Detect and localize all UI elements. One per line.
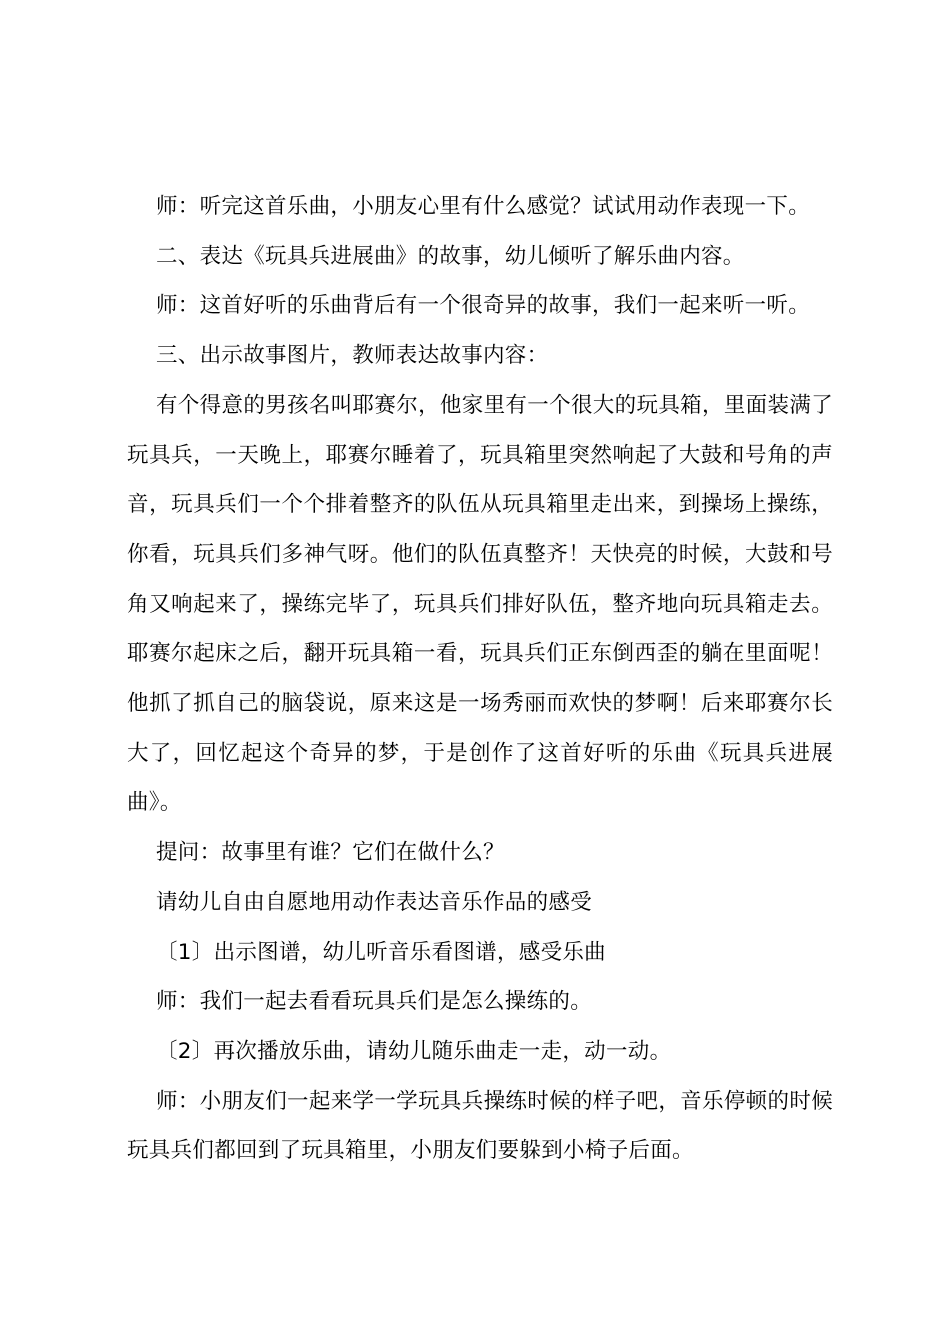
paragraph-story-content: 有个得意的男孩名叫耶赛尔，他家里有一个很大的玩具箱，里面装满了玩具兵，一天晚上，耶赛尔睡着了，玩具箱里突然响起了大鼓和号角的声音，玩具兵们一个个排着整齐的队伍从玩具箱里走出来，到操场上操练，你看，玩具兵们多神气呀。他们的队伍真整齐！天快亮的时候，大鼓和号角又响起来了，操练完毕了，玩具兵们排好队伍，整齐地向玩具箱走去。耶赛尔起床之后，翻开玩具箱一看，玩具兵们正东倒西歪的躺在里面呢！他抓了抓自己的脑袋说，原来这是一场秀丽而欢快的梦啊！后来耶赛尔长大了，回忆起这个奇异的梦，于是创作了这首好听的乐曲《玩具兵进展曲》。 <box>127 392 833 816</box>
paragraph-section-three-heading: 三、出示故事图片，教师表达故事内容： <box>156 343 549 369</box>
document-body <box>127 182 833 1176</box>
paragraph-teacher-imitate: 师：小朋友们一起来学一学玩具兵操练时候的样子吧，音乐停顿的时候玩具兵们都回到了玩具箱里，小朋友们要躲到小椅子后面。 <box>127 1088 833 1164</box>
paragraph-teacher-watch: 师：我们一起去看看玩具兵们是怎么操练的。 <box>156 989 593 1015</box>
paragraph-step-one: 〔1〕出示图谱，幼儿听音乐看图谱，感受乐曲 <box>156 939 606 965</box>
paragraph-teacher-intro-story: 师：这首好听的乐曲背后有一个很奇异的故事，我们一起来听一听。 <box>156 293 811 319</box>
paragraph-free-expression: 请幼儿自由自愿地用动作表达音乐作品的感受 <box>156 889 593 915</box>
paragraph-section-two-heading: 二、表达《玩具兵进展曲》的故事，幼儿倾听了解乐曲内容。 <box>156 243 745 269</box>
paragraph-step-two: 〔2〕再次播放乐曲，请幼儿随乐曲走一走，动一动。 <box>156 1038 672 1064</box>
paragraph-question: 提问：故事里有谁？它们在做什么？ <box>156 840 505 866</box>
paragraph-teacher-question-feeling: 师：听完这首乐曲，小朋友心里有什么感觉？试试用动作表现一下。 <box>156 194 811 219</box>
